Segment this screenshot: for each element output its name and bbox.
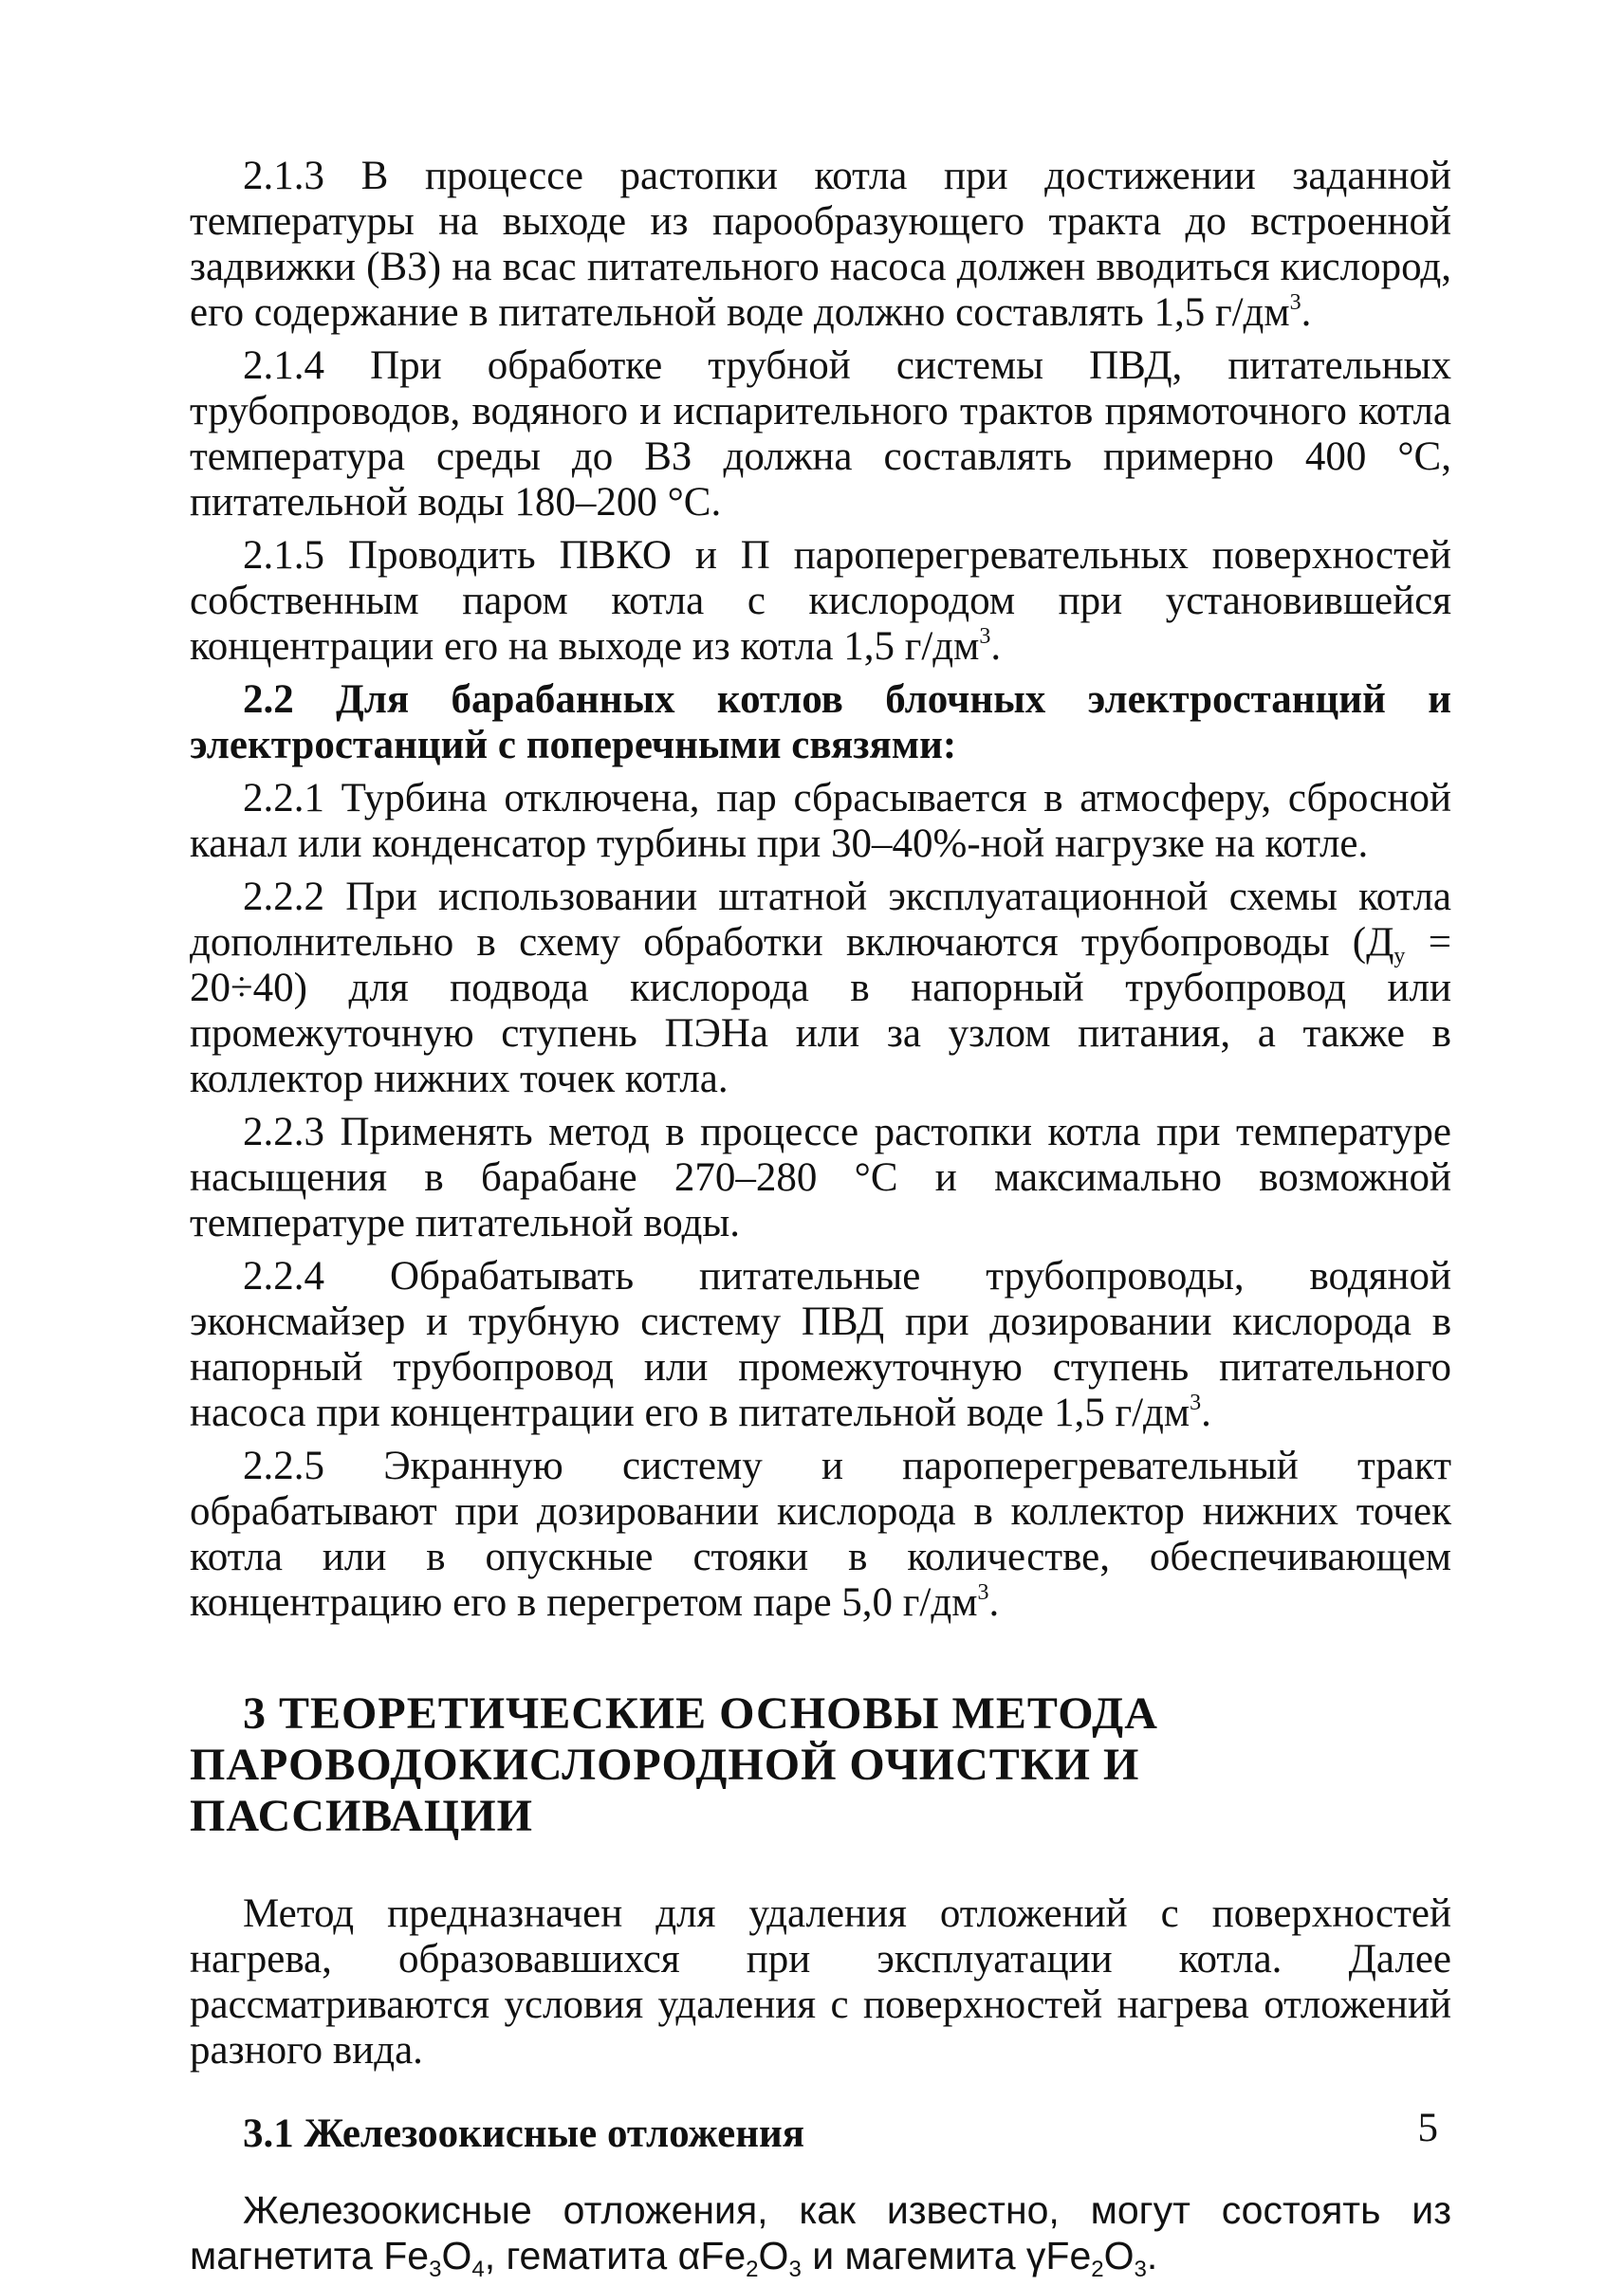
text-column [190,154,1451,2286]
paragraph-2-2-3: 2.2.3 Применять метод в процессе растопки котла при температуре насыщения в барабане 270–280 °С и максимально возможной температуре питательной воды. [190,1110,1451,1245]
section-2-2-heading: 2.2 Для барабанных котлов блочных электростанций и электростанций с поперечными связями: [190,677,1451,767]
paragraph-2-2-2: 2.2.2 При использовании штатной эксплуатационной схемы котла дополнительно в схему обработки включаются трубопроводы $(Д_у = 20\div 40)$ для подвода кислорода в напорный трубопровод или промежуточную ступень ПЭНа или за узлом питания, а также в коллектор нижних точек котла. [190,875,1451,1101]
section-3-heading-line2: ПАРОВОДОКИСЛОРОДНОЙ ОЧИСТКИ И ПАССИВАЦИИ [190,1740,1140,1841]
paragraph-2-2-1: 2.2.1 Турбина отключена, пар сбрасывается в атмосферу, сбросной канал или конденсатор турбины при 30–40%-ной нагрузке на котле. [190,776,1451,866]
paragraph-2-1-4: 2.1.4 При обработке трубной системы ПВД, питательных трубопроводов, водяного и испарительного трактов прямоточного котла температура среды до ВЗ должна составлять примерно 400 °С, питательной воды 180–200 °С. [190,343,1451,525]
paragraph-2-1-3: 2.1.3 В процессе растопки котла при достижении заданной температуры на выходе из парообразующего тракта до встроенной задвижки (ВЗ) на всас питательного насоса должен вводиться кислород, его содержание в питательной воде должно составлять 1,5 $г/дм^3$. [190,154,1451,335]
paragraph-2-2-4: 2.2.4 Обрабатывать питательные трубопроводы, водяной эконсмайзер и трубную систему ПВД при дозировании кислорода в напорный трубопровод или промежуточную ступень питательного насоса при концентрации его в питательной воде 1,5 $г/дм^3$. [190,1254,1451,1435]
section-3-1-heading: 3.1 Железоокисные отложения [243,2111,805,2156]
paragraph-2-2-5: 2.2.5 Экранную систему и пароперегревательный тракт обрабатывают при дозировании кислорода в коллектор нижних точек котла или в опускные стояки в количестве, обеспечивающем концентрацию его в перегретом паре 5,0 $г/дм^3$. [190,1444,1451,1625]
section-3-heading-line1: 3 ТЕОРЕТИЧЕСКИЕ ОСНОВЫ МЕТОДА [243,1688,1158,1739]
page-number: 5 [1417,2106,1438,2150]
section-3-intro: Метод предназначен для удаления отложений с поверхностей нагрева, образовавшихся при эксплуатации котла. Далее рассматриваются условия удаления с поверхностей нагрева отложений разного вида. [190,1891,1451,2073]
paragraph-3-1-body: Железоокисные отложения, как известно, могут состоять из магнетита $Fe_3O_4$, гематита $\alpha Fe_2O_3$ и магемита $\gamma Fe_2O_3$. [190,2188,1451,2282]
section-3-heading [190,1688,1451,1842]
paragraph-2-1-5: 2.1.5 Проводить ПВКО и П пароперегревательных поверхностей собственным паром котла с кислородом при установившейся концентрации его на выходе из котла 1,5 $г/дм^3$. [190,533,1451,669]
